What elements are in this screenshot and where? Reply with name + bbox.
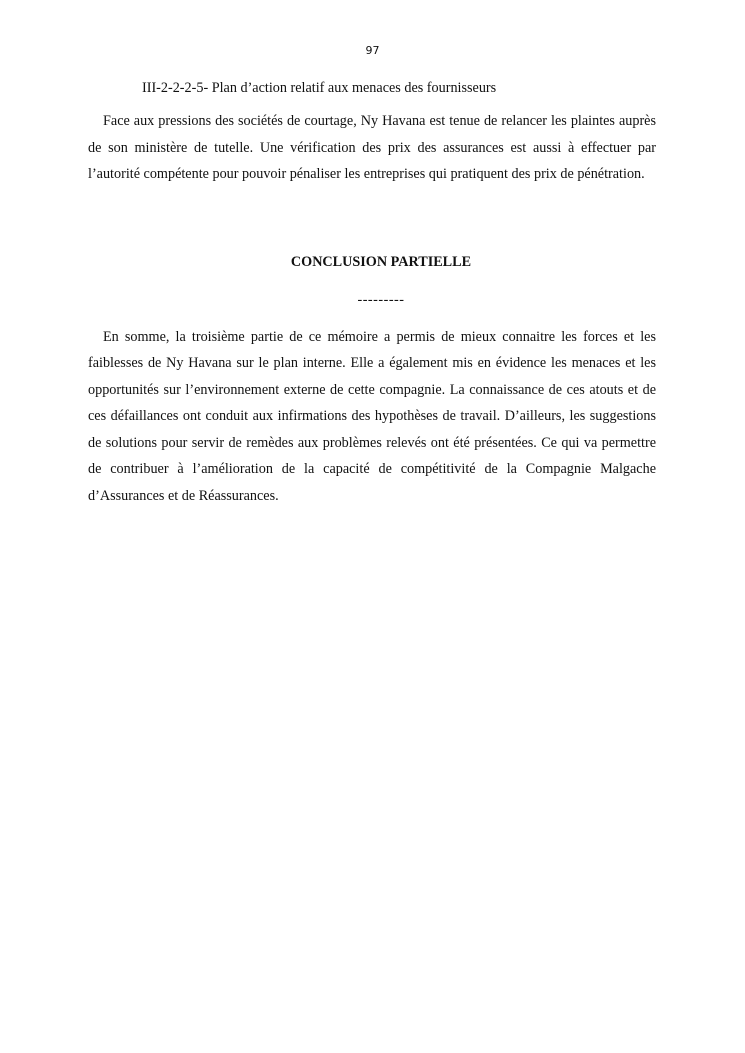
document-body: [88, 76, 656, 509]
conclusion-paragraph: En somme, la troisième partie de ce mémoire a permis de mieux connaitre les forces et les faiblesses de Ny Havana sur le plan interne. Elle a également mis en évidence les menaces et les opportunités sur l’environnement externe de cette compagnie. La connaissance de ces atouts et de ces défaillances ont conduit aux infirmations des hypothèses de travail. D’ailleurs, les suggestions de solutions pour servir de remèdes aux problèmes relevés ont été présentées. Ce qui va permettre de contribuer à l’amélioration de la capacité de compétitivité de la Compagnie Malgache d’Assurances et de Réassurances.: [88, 328, 656, 504]
conclusion-title: CONCLUSION PARTIELLE: [290, 253, 472, 270]
page-number: 97: [365, 44, 380, 57]
section-heading: III-2-2-2-5- Plan d’action relatif aux menaces des fournisseurs: [142, 80, 497, 96]
separator: ---------: [357, 291, 405, 308]
section-paragraph: Face aux pressions des sociétés de courtage, Ny Havana est tenue de relancer les plaintes auprès de son ministère de tutelle. Une vérification des prix des assurances est aussi à effectuer par l’autorité compétente pour pouvoir pénaliser les entreprises qui pratiquent des prix de pénétration.: [88, 113, 656, 182]
